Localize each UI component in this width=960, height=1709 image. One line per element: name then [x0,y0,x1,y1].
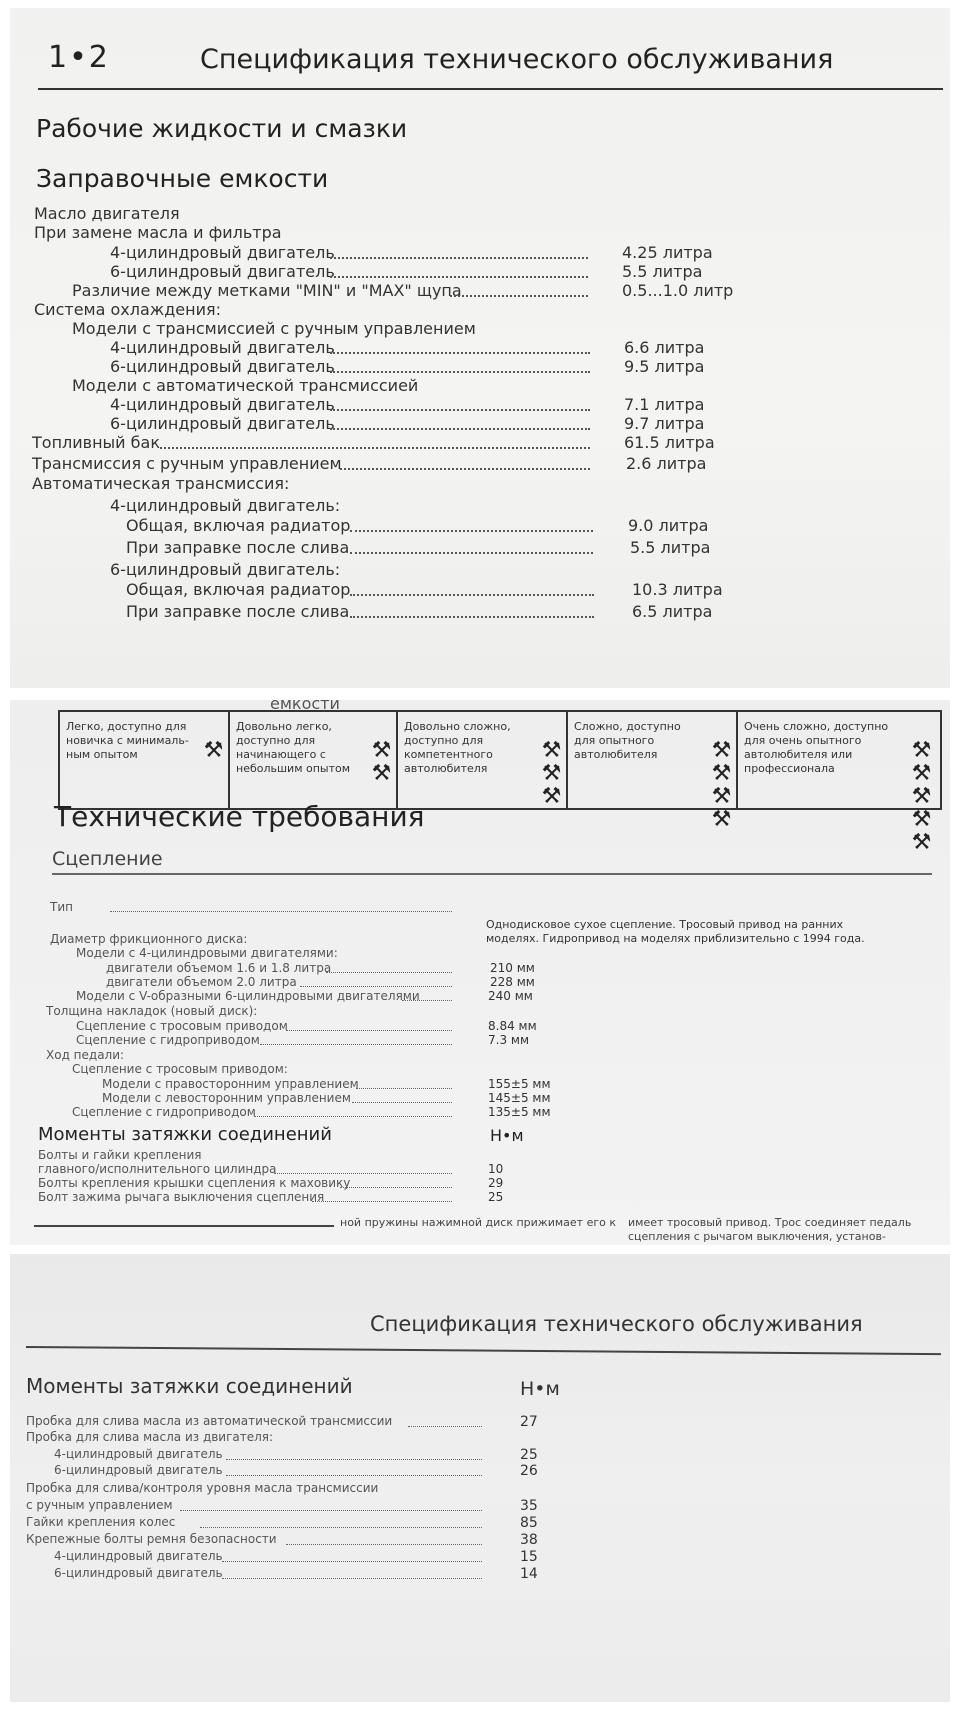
spec-value: 9.5 литра [624,357,705,376]
spanner-icon: ⚒⚒⚒ [539,738,564,807]
leader-dots [110,911,452,912]
spec-label: При заправке после слива [126,602,350,621]
spec-label: Модели с правосторонним управлением [102,1077,359,1091]
spec-value: 7.1 литра [624,395,705,414]
subsection-title: Заправочные емкости [36,164,329,193]
spec-value: 38 [520,1532,538,1548]
torque-title: Моменты затяжки соединений [38,1124,332,1145]
spec-label: Сцепление с гидроприводом [72,1105,256,1119]
spec-row [10,395,950,415]
spec-value: 9.0 литра [628,516,709,535]
spec-label: Ход педали: [46,1048,125,1062]
leader-dots [352,1102,452,1103]
spec-value: 6.5 литра [632,602,713,621]
spec-label: 4-цилиндровый двигатель [110,395,335,414]
spec-value: 29 [488,1176,504,1190]
spec-row [10,1176,950,1190]
spec-label: Сцепление с гидроприводом [76,1033,260,1047]
difficulty-level-5 [736,712,938,853]
spec-label: Пробка для слива/контроля уровня масла трансмиссии [26,1481,379,1495]
difficulty-level-2 [228,712,398,808]
spec-label: 6-цилиндровый двигатель [110,357,335,376]
difficulty-text: Довольно легко, доступно для начинающего с небольшим опытом [236,720,351,775]
spec-row [10,961,950,975]
spec-row [10,516,950,536]
spec-row [10,900,950,914]
spec-label: Модели с левосторонним управлением [102,1091,351,1105]
spec-label: При заправке после слива [126,538,350,557]
leader-dots [180,1510,482,1511]
leader-dots [286,1544,482,1545]
spec-row [10,338,950,358]
spec-label: 6-цилиндровый двигатель [110,262,335,281]
spec-label: Толщина накладок (новый диск): [46,1004,258,1018]
spec-row [10,262,950,282]
leader-dots [330,428,590,430]
spec-label: двигатели объемом 1.6 и 1.8 литра [106,961,332,975]
spec-row [10,1463,950,1479]
spec-value: 4.25 литра [622,243,713,262]
spec-value: 0.5...1.0 литр [622,281,734,300]
spec-value: 210 мм [490,961,535,975]
difficulty-level-4 [566,712,738,830]
spec-label: Модели с V-образными 6-цилиндровыми двигателями [76,989,420,1003]
spec-value: 25 [488,1190,504,1204]
header-title: Спецификация технического обслуживания [200,44,834,75]
divider [52,873,932,875]
spec-row [10,1105,950,1119]
spec-value: 240 мм [488,989,533,1003]
spec-value: 228 мм [490,975,535,989]
leader-dots [350,616,594,618]
spec-value: 10.3 литра [632,580,723,599]
leader-dots [356,1088,452,1089]
spec-label: Болт зажима рычага выключения сцепления [38,1190,325,1204]
spec-value: 7.3 мм [488,1033,530,1047]
spec-value: 6.6 литра [624,338,705,357]
spec-label: При замене масла и фильтра [34,223,282,242]
body-text: ной пружины нажимной диск прижимает его к [340,1216,616,1229]
spec-label: Тип [50,900,73,914]
leader-dots [300,986,452,987]
spec-label: Масло двигателя [34,204,180,223]
spec-label: Различие между метками "MIN" и "MAX" щупа [72,281,462,300]
page-header [38,32,943,90]
leader-dots [200,1527,482,1528]
body-text: сцепления с рычагом выключения, установ- [628,1230,886,1243]
spec-value: 9.7 литра [624,414,705,433]
spec-row [10,975,950,989]
spec-row [10,1019,950,1033]
spec-row [10,1447,950,1463]
spec-value: 5.5 литра [630,538,711,557]
difficulty-level-3 [396,712,568,808]
leader-dots [340,468,590,470]
spec-row [10,989,950,1003]
leader-dots [350,594,594,596]
difficulty-text: Очень сложно, доступно для очень опытного автолюбителя или профессионала [744,720,889,775]
spec-row [10,1549,950,1565]
difficulty-level-1 [60,712,228,808]
leader-dots [330,257,588,259]
spec-value: 5.5 литра [622,262,703,281]
spec-label: Трансмиссия с ручным управлением [32,454,342,473]
spec-row [10,414,950,434]
leader-dots [226,1475,482,1476]
difficulty-text: Сложно, доступно для опытного автолюбителя [574,720,681,761]
leader-dots [330,352,590,354]
spec-label: 4-цилиндровый двигатель [110,243,335,262]
spanner-icon: ⚒⚒ [369,738,394,784]
spec-row [10,1162,950,1176]
leader-dots [222,1578,482,1579]
body-text: имеет тросовый привод. Трос соединяет педаль [628,1216,912,1229]
leader-dots [330,276,588,278]
spec-label: 6-цилиндровый двигатель: [110,560,341,579]
spanner-icon: ⚒⚒⚒⚒⚒ [909,738,934,853]
spec-label: 4-цилиндровый двигатель [110,338,335,357]
page-number: 1•2 [48,40,110,75]
spec-value: 14 [520,1566,538,1582]
spec-row [10,1566,950,1582]
torque-unit: Н•м [520,1378,560,1400]
spec-label: Модели с 4-цилиндровыми двигателями: [76,946,338,960]
leader-dots [350,552,593,554]
spec-row [10,1091,950,1105]
section-title: Рабочие жидкости и смазки [36,114,408,143]
spec-row [10,1190,950,1204]
spec-value: Однодисковое сухое сцепление. Тросовый привод на ранних моделях. Гидропривод на моделях приблизительно с 1994 года. [486,918,865,945]
spec-label: Сцепление с тросовым приводом: [72,1062,288,1076]
leader-dots [408,1426,482,1427]
leader-dots [260,1044,452,1045]
leader-dots [330,371,590,373]
page-title: Технические требования [54,800,425,833]
spec-label: двигатели объемом 2.0 литра [106,975,297,989]
spec-value: 27 [520,1414,538,1430]
page-photo-clutch [10,700,950,1245]
spec-label: Болты крепления крышки сцепления к маховику [38,1176,351,1190]
spec-row [10,357,950,377]
spec-label: 4-цилиндровый двигатель [54,1549,223,1563]
spec-value: 85 [520,1515,538,1531]
difficulty-text: Легко, доступно для новичка с минималь-ным опытом [66,720,189,761]
spec-label: Диаметр фрикционного диска: [50,932,248,946]
leader-dots [330,409,590,411]
page-photo-fluids [10,8,950,688]
leader-dots [450,295,588,297]
spec-value: 8.84 мм [488,1019,537,1033]
leader-dots [226,1459,482,1460]
spec-row [10,281,950,301]
spec-label: Модели с автоматической трансмиссией [72,376,419,395]
spec-row [10,1414,950,1430]
difficulty-text: Довольно сложно, доступно для компетентного автолюбителя [404,720,511,775]
spec-value: 35 [520,1498,538,1514]
spec-row [10,454,950,474]
spec-value: 135±5 мм [488,1105,551,1119]
leader-dots [160,447,590,449]
spec-row [10,433,950,453]
section-title: Сцепление [52,848,163,870]
spec-label: Пробка для слива масла из двигателя: [26,1430,274,1444]
leader-dots [286,1030,452,1031]
spec-label: Общая, включая радиатор [126,516,351,535]
leader-dots [350,530,593,532]
spec-label: Автоматическая трансмиссия: [32,474,290,493]
torque-title: Моменты затяжки соединений [26,1374,353,1398]
spec-row [10,1033,950,1047]
spec-label: с ручным управлением [26,1498,173,1512]
torque-unit: Н•м [490,1126,524,1145]
leader-dots [340,1187,452,1188]
spec-label: 4-цилиндровый двигатель: [110,496,341,515]
spec-value: 26 [520,1463,538,1479]
spec-value: 10 [488,1162,504,1176]
spec-label: 6-цилиндровый двигатель [54,1566,223,1580]
spec-value: 15 [520,1549,538,1565]
leader-dots [312,1201,452,1202]
spec-row [10,1077,950,1091]
leader-dots [254,1116,452,1117]
spec-label: Гайки крепления колес [26,1515,176,1529]
spec-value: 25 [520,1447,538,1463]
spec-label: 4-цилиндровый двигатель [54,1447,223,1461]
spec-row [10,243,950,263]
spec-label: Болты и гайки крепления [38,1148,202,1162]
spec-label: Общая, включая радиатор [126,580,351,599]
spec-value: 155±5 мм [488,1077,551,1091]
spec-label: Пробка для слива масла из автоматической трансмиссии [26,1414,393,1428]
page-photo-torque [10,1254,950,1702]
leader-dots [274,1173,452,1174]
spec-row [10,602,950,622]
spec-value: 61.5 литра [624,433,715,452]
spec-label: Модели с трансмиссией с ручным управлением [72,319,476,338]
divider [34,1225,334,1227]
header-title: Спецификация технического обслуживания [370,1312,863,1336]
cut-heading: емкости [270,700,340,713]
spec-value: 145±5 мм [488,1091,551,1105]
spec-label: Крепежные болты ремня безопасности [26,1532,277,1546]
spanner-icon: ⚒ [201,738,226,761]
spanner-icon: ⚒⚒⚒⚒ [709,738,734,830]
spec-row [10,1532,950,1548]
spec-label: главного/исполнительного цилиндра [38,1162,277,1176]
spec-label: 6-цилиндровый двигатель [110,414,335,433]
leader-dots [222,1561,482,1562]
spec-row [10,538,950,558]
spec-label: Сцепление с тросовым приводом [76,1019,288,1033]
spec-row [10,580,950,600]
divider [26,1346,941,1355]
spec-label: Топливный бак [32,433,160,452]
spec-row [10,1498,950,1514]
leader-dots [402,1000,452,1001]
spec-row [10,1515,950,1531]
spec-value: 2.6 литра [626,454,707,473]
spec-label: Система охлаждения: [34,300,221,319]
spec-label: 6-цилиндровый двигатель [54,1463,223,1477]
leader-dots [326,972,452,973]
